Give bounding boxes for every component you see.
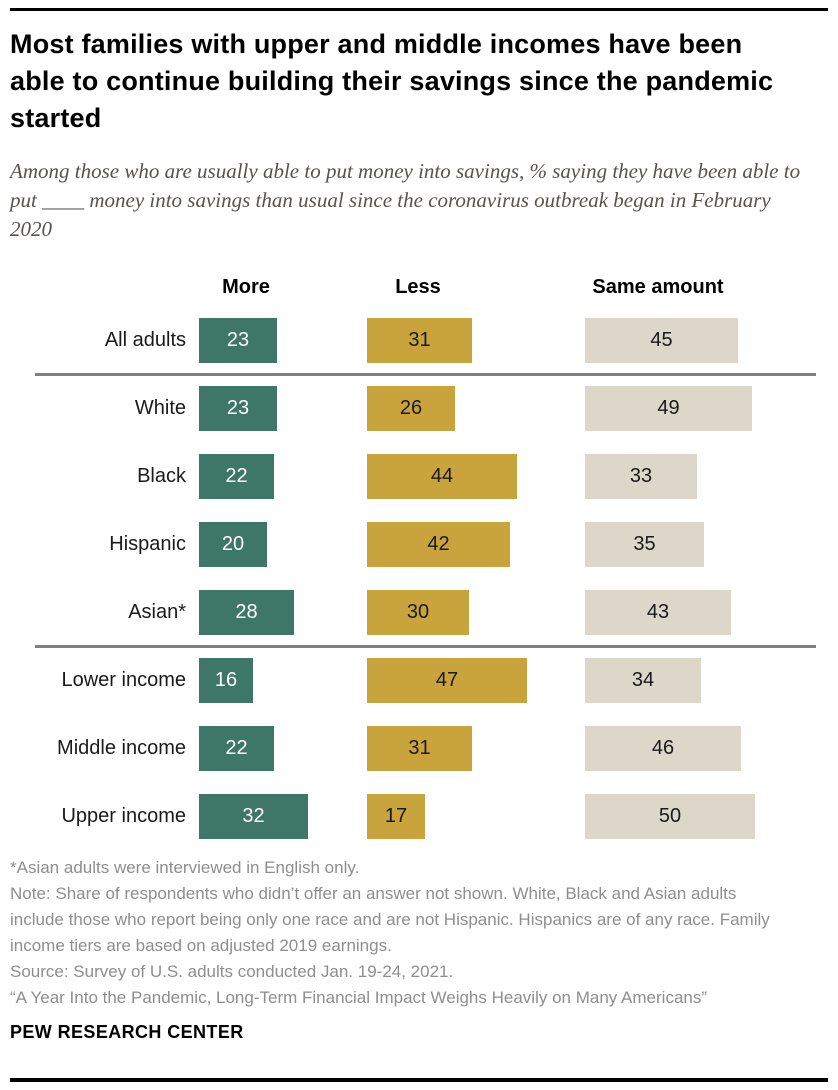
bar-value: 30 — [406, 601, 430, 623]
row-label: Lower income — [61, 669, 186, 691]
notes-block — [10, 855, 782, 1011]
row-label: Asian* — [128, 601, 186, 623]
row-label: Middle income — [57, 737, 186, 759]
pew-research-center-logo: PEW RESEARCH CENTER — [10, 1022, 244, 1042]
chart-row-white — [0, 386, 838, 431]
bar-more — [199, 454, 274, 499]
bar-value: 31 — [408, 329, 431, 351]
bar-value: 26 — [399, 397, 423, 419]
bar-value: 46 — [651, 737, 675, 759]
bar-value: 42 — [427, 533, 450, 555]
bar-less — [367, 658, 527, 703]
bar-same-amount — [585, 386, 752, 431]
chart-row-lower-income — [0, 658, 838, 703]
chart-row-hispanic — [0, 522, 838, 567]
group-divider — [35, 645, 816, 648]
bar-less — [367, 454, 517, 499]
bar-more — [199, 590, 294, 635]
note-text: Note: Share of respondents who didn’t offer an answer not shown. White, Black and Asian adults include those who report being only one race and are not Hispanic. Hispanics are of any race. Family income tiers are based on adjusted 2019 earnings. — [10, 884, 770, 955]
bar-less — [367, 318, 472, 363]
row-label: Hispanic — [109, 533, 186, 555]
bar-same-amount — [585, 318, 738, 363]
bar-more — [199, 318, 277, 363]
bar-value: 23 — [226, 397, 250, 419]
bar-value: 28 — [235, 601, 258, 623]
bar-value: 35 — [633, 533, 656, 555]
chart-row-middle-income — [0, 726, 838, 771]
bar-value: 49 — [657, 397, 680, 419]
bar-same-amount — [585, 522, 704, 567]
bar-value: 17 — [384, 805, 408, 827]
chart-subtitle: Among those who are usually able to put money into savings, % saying they have been able to put ____ money into savings than usual since the coronavirus outbreak began in February 2020 — [10, 159, 801, 241]
bar-less — [367, 522, 510, 567]
row-label: White — [134, 397, 186, 419]
bar-value: 22 — [225, 465, 248, 487]
chart-row-upper-income — [0, 794, 838, 839]
chart-row-all-adults — [0, 318, 838, 363]
bar-same-amount — [585, 590, 731, 635]
bar-more — [199, 726, 274, 771]
row-label: Black — [137, 465, 186, 487]
chart-row-asian — [0, 590, 838, 635]
bar-value: 50 — [658, 805, 682, 827]
footnote-asterisk: *Asian adults were interviewed in English only. — [10, 858, 360, 877]
bar-value: 33 — [629, 465, 653, 487]
bar-value: 20 — [221, 533, 245, 555]
bar-less — [367, 590, 469, 635]
bar-value: 32 — [242, 805, 265, 827]
bar-value: 22 — [225, 737, 248, 759]
bar-value: 44 — [430, 465, 454, 487]
bar-less — [367, 794, 425, 839]
row-label: All adults — [104, 329, 186, 351]
bar-value: 16 — [214, 669, 238, 691]
bar-same-amount — [585, 454, 697, 499]
page-title: Most families with upper and middle incomes have been able to continue building their savings since the pandemic started — [10, 29, 774, 133]
bar-less — [367, 726, 472, 771]
bar-value: 34 — [631, 669, 655, 691]
bar-value: 31 — [408, 737, 431, 759]
bar-value: 23 — [226, 329, 250, 351]
bar-value: 47 — [435, 669, 459, 691]
bar-more — [199, 522, 267, 567]
bar-same-amount — [585, 658, 701, 703]
bar-less — [367, 386, 455, 431]
bar-value: 45 — [650, 329, 673, 351]
group-divider — [35, 373, 816, 376]
bar-same-amount — [585, 794, 755, 839]
column-header-same-amount: Same amount — [592, 276, 724, 298]
bar-more — [199, 658, 253, 703]
bar-value: 43 — [646, 601, 670, 623]
chart-row-black — [0, 454, 838, 499]
bottom-rule — [10, 1078, 828, 1082]
column-header-more: More — [222, 276, 270, 298]
bar-more — [199, 794, 308, 839]
source-text: Source: Survey of U.S. adults conducted Jan. 19-24, 2021. — [10, 962, 454, 981]
bar-same-amount — [585, 726, 741, 771]
report-title-quote: “A Year Into the Pandemic, Long-Term Financial Impact Weighs Heavily on Many Americans” — [10, 988, 708, 1007]
bar-more — [199, 386, 277, 431]
column-header-less: Less — [395, 276, 441, 298]
row-label: Upper income — [61, 805, 186, 827]
